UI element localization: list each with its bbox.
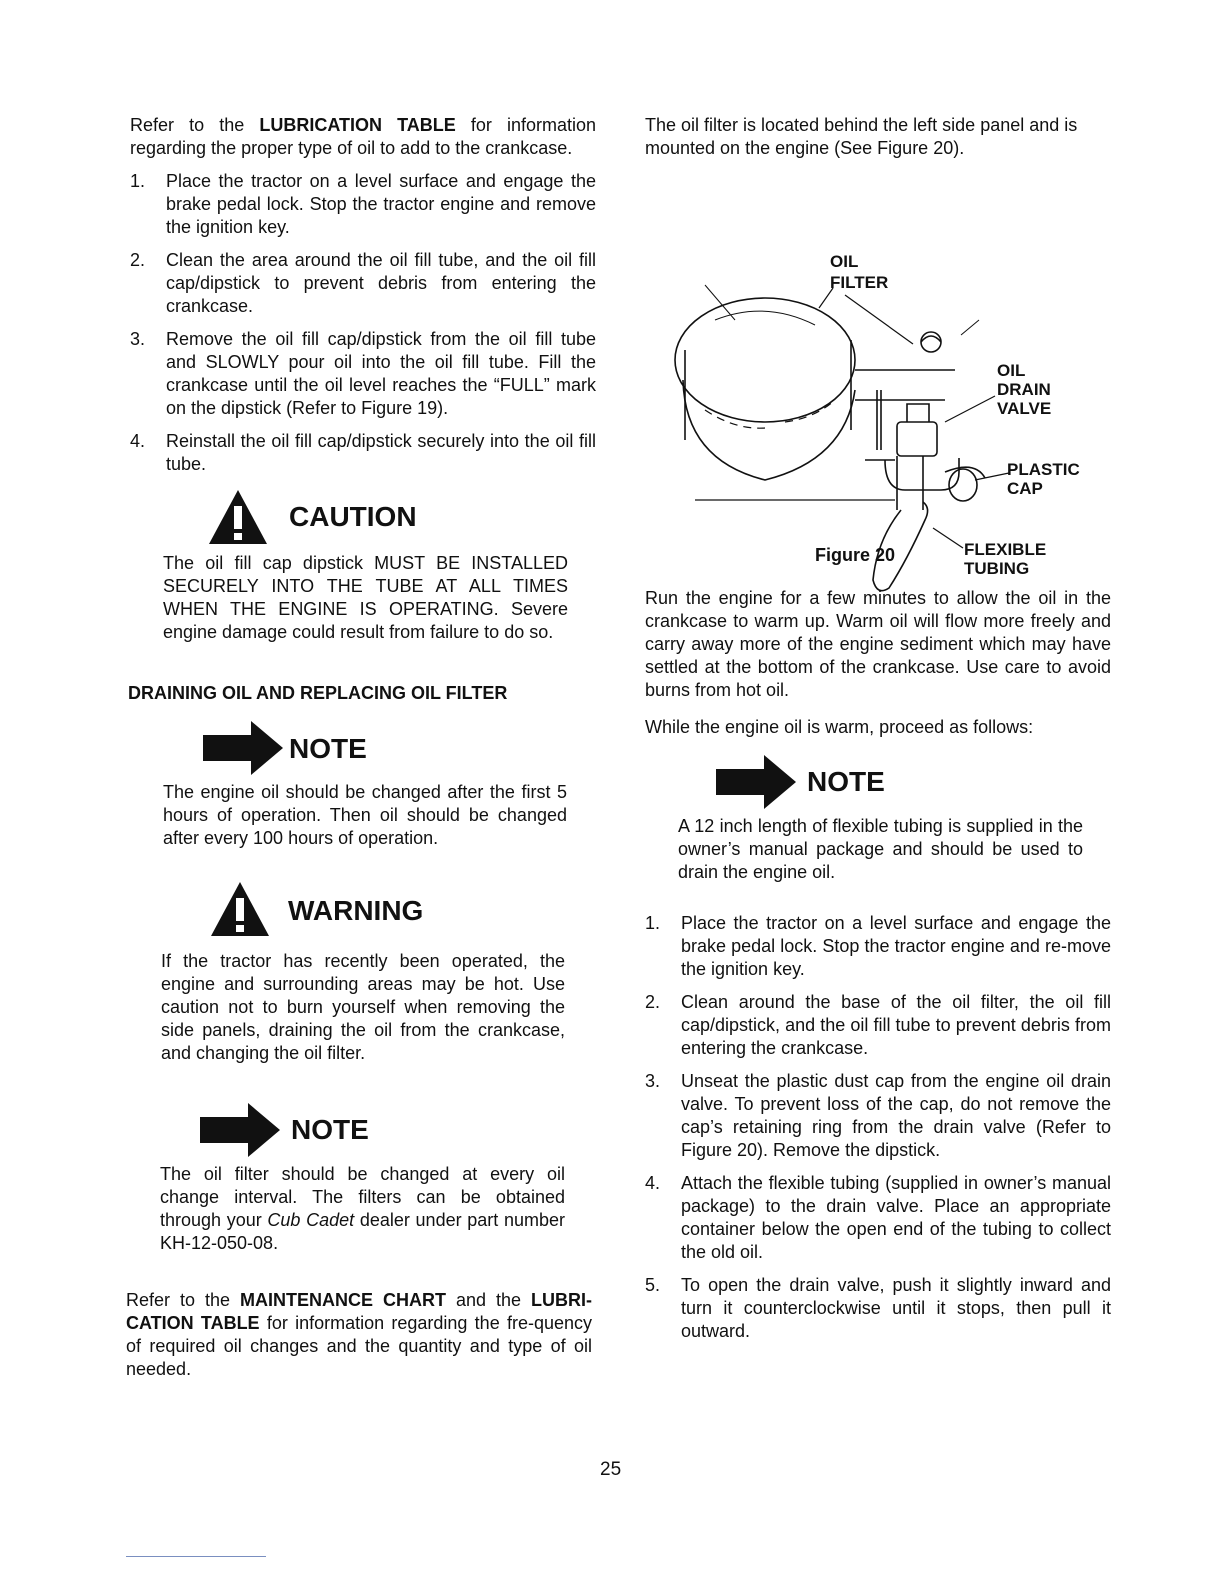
- closing-paragraph: [126, 1289, 592, 1381]
- step-text: Unseat the plastic dust cap from the engine oil drain valve. To prevent loss of the cap, do not remove the cap’s retaining ring from the drain valve (Refer to Figure 20). Remove the dipstick.: [681, 1071, 1111, 1160]
- closing-text: and the: [445, 1290, 531, 1310]
- note-header: [163, 721, 567, 781]
- note-text: The engine oil should be changed after the first 5 hours of operation. Then oil should be changed after every 100 hours of operation.: [163, 782, 567, 848]
- list-item: [130, 430, 596, 476]
- flexible-tubing-label-2: TUBING: [964, 559, 1030, 578]
- warning-triangle-icon: [207, 488, 269, 546]
- right-column: [645, 114, 1111, 1353]
- note-label: NOTE: [291, 1114, 369, 1145]
- closing-text: Refer to the: [126, 1290, 240, 1310]
- proceed-paragraph: While the engine oil is warm, proceed as follows:: [645, 717, 1034, 737]
- step-number: 4.: [645, 1173, 661, 1193]
- section-heading: DRAINING OIL AND REPLACING OIL FILTER: [128, 683, 508, 703]
- note-callout: [163, 721, 567, 850]
- oil-drain-valve-label-1: OIL: [997, 361, 1026, 380]
- arrow-right-icon: [200, 1103, 282, 1157]
- arrow-right-icon: [203, 721, 285, 775]
- intro-text-cont: for information regarding the proper type of oil to add to the crankcase.: [130, 115, 596, 158]
- figure-20: [645, 160, 1111, 600]
- step-number: 2.: [645, 992, 661, 1012]
- step-text: Place the tractor on a level surface and engage the brake pedal lock. Stop the tractor engine and re-move the ignition key.: [681, 913, 1111, 979]
- list-item: [130, 328, 596, 420]
- footer-divider: [126, 1556, 266, 1557]
- note-text-part: dealer under part number KH-12-050-08.: [160, 1210, 565, 1253]
- warning-triangle-icon: [209, 880, 271, 938]
- brand-name: Cub Cadet: [267, 1210, 355, 1230]
- note-text-part: The oil filter should be changed at every oil change interval. The filters can be obtained through your: [160, 1164, 565, 1230]
- caution-label: CAUTION: [289, 501, 417, 532]
- caution-callout: [163, 486, 568, 644]
- left-column: [126, 114, 596, 1381]
- step-number: 2.: [130, 250, 146, 270]
- oil-filter-label-1: OIL: [830, 252, 859, 271]
- note-callout: [678, 755, 1083, 884]
- oil-filter-label-2: FILTER: [830, 273, 889, 292]
- intro-text: Refer to the: [130, 115, 260, 135]
- note-header: [160, 1103, 565, 1163]
- list-item: [645, 1172, 1111, 1264]
- plastic-cap-label-2: CAP: [1007, 479, 1043, 498]
- caution-header: [163, 486, 568, 546]
- step-number: 1.: [130, 171, 146, 191]
- step-text: Reinstall the oil fill cap/dipstick securely into the oil fill tube.: [166, 431, 596, 474]
- figure-caption: Figure 20: [814, 545, 896, 565]
- step-text: To open the drain valve, push it slightly inward and turn it counterclockwise until it stops, then pull it outward.: [681, 1275, 1111, 1341]
- list-item: [645, 991, 1111, 1060]
- caution-text: The oil fill cap dipstick MUST BE INSTALLED SECURELY INTO THE TUBE AT ALL TIMES WHEN THE ENGINE IS OPERATING. Severe engine damage could result from failure to do so.: [163, 553, 568, 642]
- maintenance-chart-ref: MAINTENANCE CHART: [240, 1290, 446, 1310]
- step-number: 4.: [130, 431, 146, 451]
- warning-callout: [161, 878, 565, 1065]
- lubrication-table-ref: LUBRI-CATION TABLE: [126, 1290, 592, 1333]
- warning-label: WARNING: [288, 895, 424, 926]
- step-text: Clean around the base of the oil filter, the oil fill cap/dipstick, and the oil fill tube to prevent debris from entering the crankcase.: [681, 992, 1111, 1058]
- closing-text: for information regarding the fre-quency of required oil changes and the quantity and type of oil needed.: [126, 1313, 592, 1379]
- oil-drain-valve-label-3: VALVE: [997, 399, 1052, 418]
- step-text: Clean the area around the oil fill tube, and the oil fill cap/dipstick to prevent debris from entering the crankcase.: [166, 250, 596, 316]
- arrow-right-icon: [716, 755, 798, 809]
- oil-drain-valve-label-2: DRAIN: [997, 380, 1051, 399]
- intro-paragraph: [130, 114, 596, 160]
- drain-steps-list: [645, 912, 1111, 1343]
- list-item: [645, 1274, 1111, 1343]
- note-text: A 12 inch length of flexible tubing is supplied in the owner’s manual package and should be used to drain the engine oil.: [678, 816, 1083, 882]
- step-number: 1.: [645, 913, 661, 933]
- flexible-tubing-label-1: FLEXIBLE: [964, 540, 1047, 559]
- page-number: 25: [600, 1459, 622, 1480]
- note-label: NOTE: [289, 733, 367, 764]
- plastic-cap-label-1: PLASTIC: [1007, 460, 1080, 479]
- list-item: [130, 170, 596, 239]
- step-text: Attach the flexible tubing (supplied in owner’s manual package) to the drain valve. Place an appropriate container below the open end of the tubing to collect the old oil.: [681, 1173, 1111, 1262]
- step-number: 3.: [130, 329, 146, 349]
- warning-header: [161, 878, 565, 938]
- note-header: [678, 755, 1083, 815]
- note-label: NOTE: [807, 766, 885, 797]
- list-item: [130, 249, 596, 318]
- note-text: [160, 1163, 565, 1255]
- intro-paragraph: The oil filter is located behind the left side panel and is mounted on the engine (See Figure 20).: [645, 115, 1078, 158]
- lubrication-table-ref: LUBRICATION TABLE: [259, 115, 456, 135]
- note-callout: [160, 1103, 565, 1255]
- step-number: 3.: [645, 1071, 661, 1091]
- list-item: [645, 912, 1111, 981]
- fill-steps-list: [130, 170, 596, 476]
- warning-text: If the tractor has recently been operated, the engine and surrounding areas may be hot. Use caution not to burn yourself when removing the side panels, draining the oil from the crankcase, and changing the oil filter.: [161, 951, 565, 1063]
- step-text: Place the tractor on a level surface and engage the brake pedal lock. Stop the tractor engine and remove the ignition key.: [166, 171, 596, 237]
- list-item: [645, 1070, 1111, 1162]
- step-text: Remove the oil fill cap/dipstick from the oil fill tube and SLOWLY pour oil into the oil fill tube. Fill the crankcase until the oil level reaches the “FULL” mark on the dipstick (Refer to Figure 19).: [166, 329, 596, 418]
- warm-engine-paragraph: Run the engine for a few minutes to allow the oil in the crankcase to warm up. Warm oil will flow more freely and carry away more of the engine sediment which may have settled at the bottom of the crankcase. Use care to avoid burns from hot oil.: [645, 588, 1111, 700]
- step-number: 5.: [645, 1275, 661, 1295]
